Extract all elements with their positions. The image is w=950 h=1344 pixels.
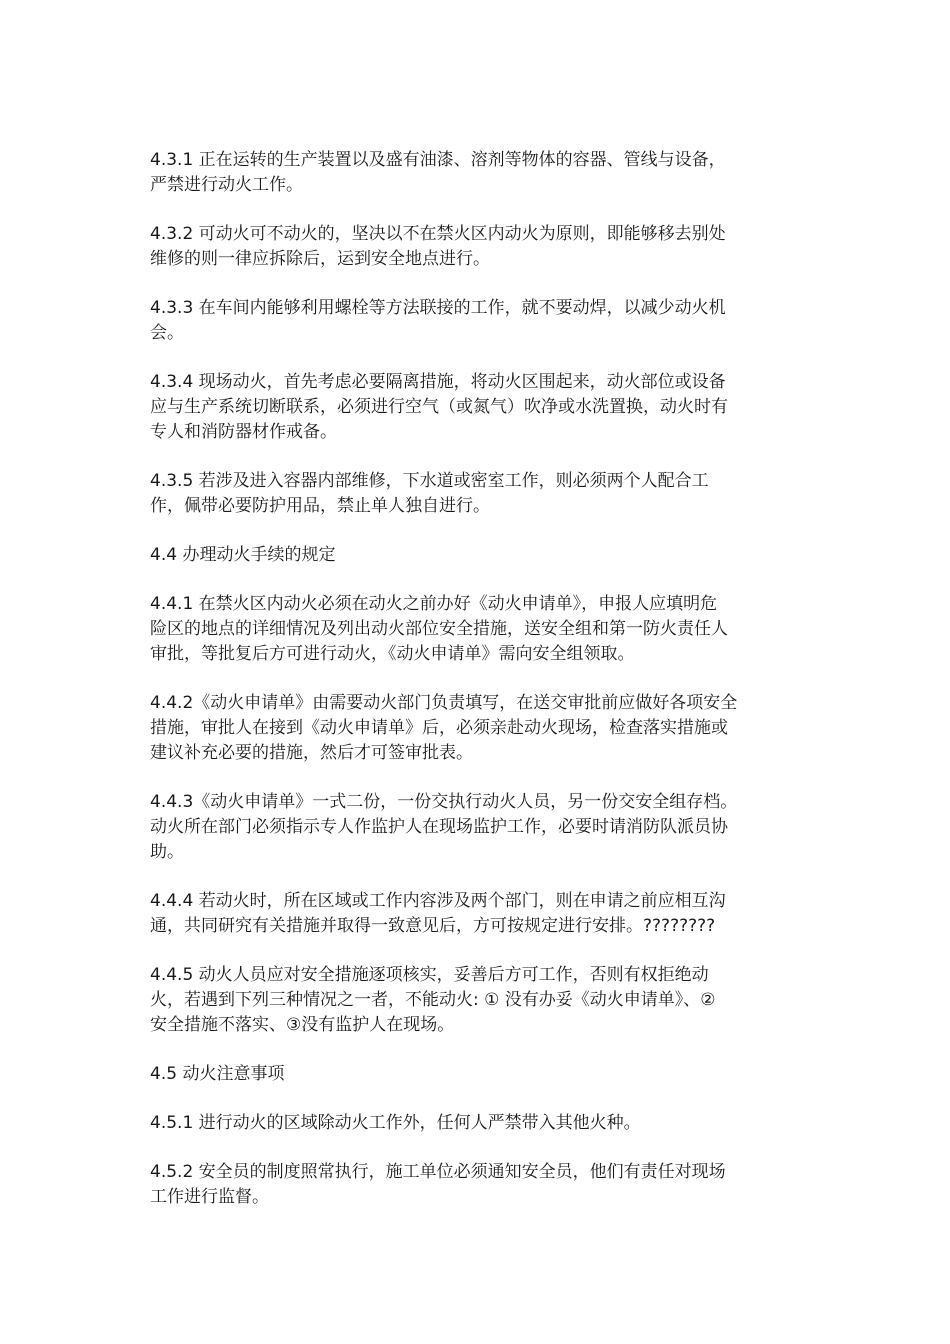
paragraph-line: 严禁进行动火工作。 <box>150 175 303 195</box>
paragraph-line: 措施，审批人在接到《动火申请单》后，必须亲赴动火现场，检查落实措施或 <box>150 718 728 738</box>
paragraph-line: 作，佩带必要防护用品，禁止单人独自进行。 <box>150 496 490 516</box>
paragraph-line: 火，若遇到下列三种情况之一者，不能动火: ① 没有办妥《动火申请单》、② <box>150 990 716 1010</box>
paragraph-line: 4.4.2《动火申请单》由需要动火部门负责填写，在送交审批前应做好各项安全 <box>150 693 738 713</box>
paragraph-line: 专人和消防器材作戒备。 <box>150 422 337 442</box>
paragraph-4-3-2 <box>150 222 810 272</box>
paragraph-line: 建议补充必要的措施，然后才可签审批表。 <box>150 743 473 763</box>
paragraph-4-3-5 <box>150 469 810 519</box>
paragraph-line: 动火所在部门必须指示专人作监护人在现场监护工作，必要时请消防队派员协 <box>150 817 728 837</box>
paragraph-line: 4.3.2 可动火可不动火的，坚决以不在禁火区内动火为原则，即能够移去别处 <box>150 224 726 244</box>
paragraph-line: 4.3.1 正在运转的生产装置以及盛有油漆、溶剂等物体的容器、管线与设备， <box>150 150 726 170</box>
paragraph-4-4-3 <box>150 790 810 865</box>
paragraph-line: 审批，等批复后方可进行动火，《动火申请单》需向安全组领取。 <box>150 644 635 664</box>
paragraph-line: 会。 <box>150 323 184 343</box>
paragraph-line: 4.3.5 若涉及进入容器内部维修，下水道或密室工作，则必须两个人配合工 <box>150 471 709 491</box>
paragraph-line: 4.5.1 进行动火的区域除动火工作外，任何人严禁带入其他火种。 <box>150 1113 641 1133</box>
paragraph-4-3-4 <box>150 370 810 445</box>
section-heading-4-5 <box>150 1062 810 1087</box>
paragraph-line: 通，共同研究有关措施并取得一致意见后，方可按规定进行安排。???????? <box>150 916 716 936</box>
paragraph-4-4-5 <box>150 963 810 1038</box>
paragraph-line: 险区的地点的详细情况及列出动火部位安全措施，送安全组和第一防火责任人 <box>150 619 728 639</box>
paragraph-line: 4.5.2 安全员的制度照常执行，施工单位必须通知安全员，他们有责任对现场 <box>150 1162 726 1182</box>
document-body <box>150 148 810 1210</box>
paragraph-4-3-1 <box>150 148 810 198</box>
heading-line: 4.4 办理动火手续的规定 <box>150 545 336 565</box>
paragraph-line: 安全措施不落实、③没有监护人在现场。 <box>150 1015 455 1035</box>
paragraph-4-5-1 <box>150 1111 810 1136</box>
paragraph-4-5-2 <box>150 1160 810 1210</box>
heading-line: 4.5 动火注意事项 <box>150 1064 285 1084</box>
paragraph-4-4-2 <box>150 691 810 766</box>
paragraph-line: 4.4.4 若动火时，所在区域或工作内容涉及两个部门，则在申请之前应相互沟 <box>150 891 726 911</box>
paragraph-line: 4.4.3《动火申请单》一式二份，一份交执行动火人员，另一份交安全组存档。 <box>150 792 738 812</box>
paragraph-4-3-3 <box>150 296 810 346</box>
paragraph-line: 4.4.5 动火人员应对安全措施逐项核实，妥善后方可工作，否则有权拒绝动 <box>150 965 709 985</box>
paragraph-4-4-1 <box>150 592 810 667</box>
section-heading-4-4 <box>150 543 810 568</box>
paragraph-line: 维修的则一律应拆除后，运到安全地点进行。 <box>150 249 490 269</box>
paragraph-line: 4.3.3 在车间内能够利用螺栓等方法联接的工作，就不要动焊，以减少动火机 <box>150 298 726 318</box>
paragraph-line: 工作进行监督。 <box>150 1187 269 1207</box>
paragraph-line: 应与生产系统切断联系，必须进行空气（或氮气）吹净或水洗置换，动火时有 <box>150 397 728 417</box>
paragraph-line: 助。 <box>150 842 184 862</box>
paragraph-4-4-4 <box>150 889 810 939</box>
paragraph-line: 4.3.4 现场动火，首先考虑必要隔离措施，将动火区围起来，动火部位或设备 <box>150 372 726 392</box>
paragraph-line: 4.4.1 在禁火区内动火必须在动火之前办好《动火申请单》，申报人应填明危 <box>150 594 718 614</box>
